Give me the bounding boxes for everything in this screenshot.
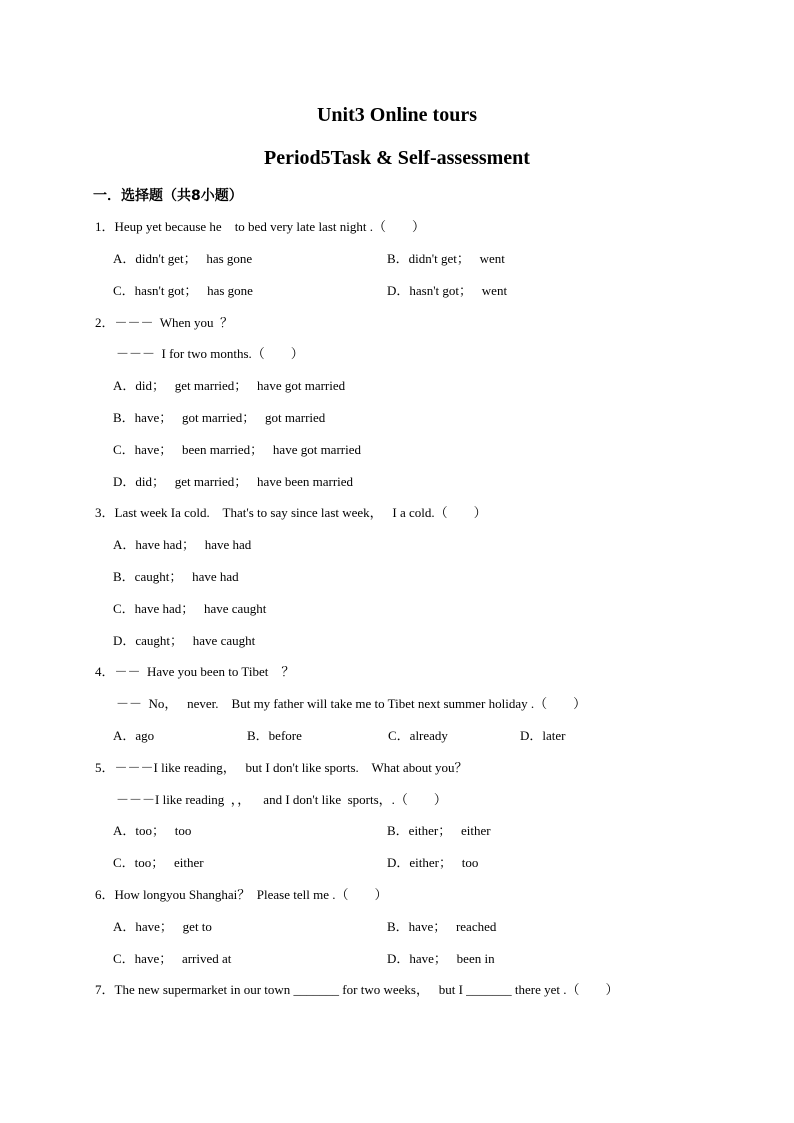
page-subtitle: Period5Task & Self-assessment xyxy=(264,147,530,169)
question-7-stem: 7．The new supermarket in our town _______ for two weeks， but I _______ there yet .（ ） xyxy=(95,982,619,997)
question-1-option-b: B．didn't get； went xyxy=(387,251,505,266)
question-6-option-a: A．have； get to xyxy=(113,919,212,934)
question-5-option-a: A．too； too xyxy=(113,823,192,838)
question-6-stem: 6．How longyou Shanghai？ Please tell me .（ ） xyxy=(95,887,388,902)
question-2-option-a: A．did； get married； have got married xyxy=(113,378,346,393)
question-4-option-a: A．ago xyxy=(113,728,155,743)
question-5-option-b: B．either； either xyxy=(387,823,491,838)
question-2-option-c: C．have； been married； have got married xyxy=(113,442,361,457)
question-2-reply: －－－ I for two months.（ ） xyxy=(116,346,304,361)
question-4-reply: －－ No， never. But my father will take me to Tibet next summer holiday .（ ） xyxy=(116,696,587,711)
question-3-stem: 3．Last week Ia cold. That's to say since last week， I a cold.（ ） xyxy=(95,505,487,520)
question-6-option-c: C．have； arrived at xyxy=(113,951,232,966)
question-3-option-c: C．have had； have caught xyxy=(113,601,267,616)
question-1-stem: 1．Heup yet because he to bed very late last night .（ ） xyxy=(95,219,425,234)
question-4-option-b: B．before xyxy=(247,728,302,743)
question-2-option-b: B．have； got married； got married xyxy=(113,410,326,425)
section-heading: 一．选择题（共8小题） xyxy=(93,188,243,204)
question-2-option-d: D．did； get married； have been married xyxy=(113,474,354,489)
question-5-reply: －－－I like reading ，， and I don't like sports，.（ ） xyxy=(116,792,447,807)
question-3-option-a: A．have had； have had xyxy=(113,537,252,552)
question-4-option-d: D．later xyxy=(520,728,566,743)
question-1-option-c: C．hasn't got； has gone xyxy=(113,283,253,298)
page-title: Unit3 Online tours xyxy=(316,104,478,126)
question-1-option-d: D．hasn't got； went xyxy=(387,283,508,298)
question-1-option-a: A．didn't get； has gone xyxy=(113,251,253,266)
question-6-option-b: B．have； reached xyxy=(387,919,497,934)
question-5-stem: 5．－－－I like reading， but I don't like sports. What about you？ xyxy=(95,760,468,775)
question-2-stem: 2．－－－ When you ？ xyxy=(95,315,234,330)
question-5-option-d: D．either； too xyxy=(387,855,479,870)
question-3-option-d: D．caught； have caught xyxy=(113,633,256,648)
question-6-option-d: D．have； been in xyxy=(387,951,495,966)
question-4-stem: 4．－－ Have you been to Tibet ？ xyxy=(95,664,295,679)
question-5-option-c: C．too； either xyxy=(113,855,204,870)
question-3-option-b: B．caught； have had xyxy=(113,569,239,584)
question-4-option-c: C．already xyxy=(388,728,448,743)
